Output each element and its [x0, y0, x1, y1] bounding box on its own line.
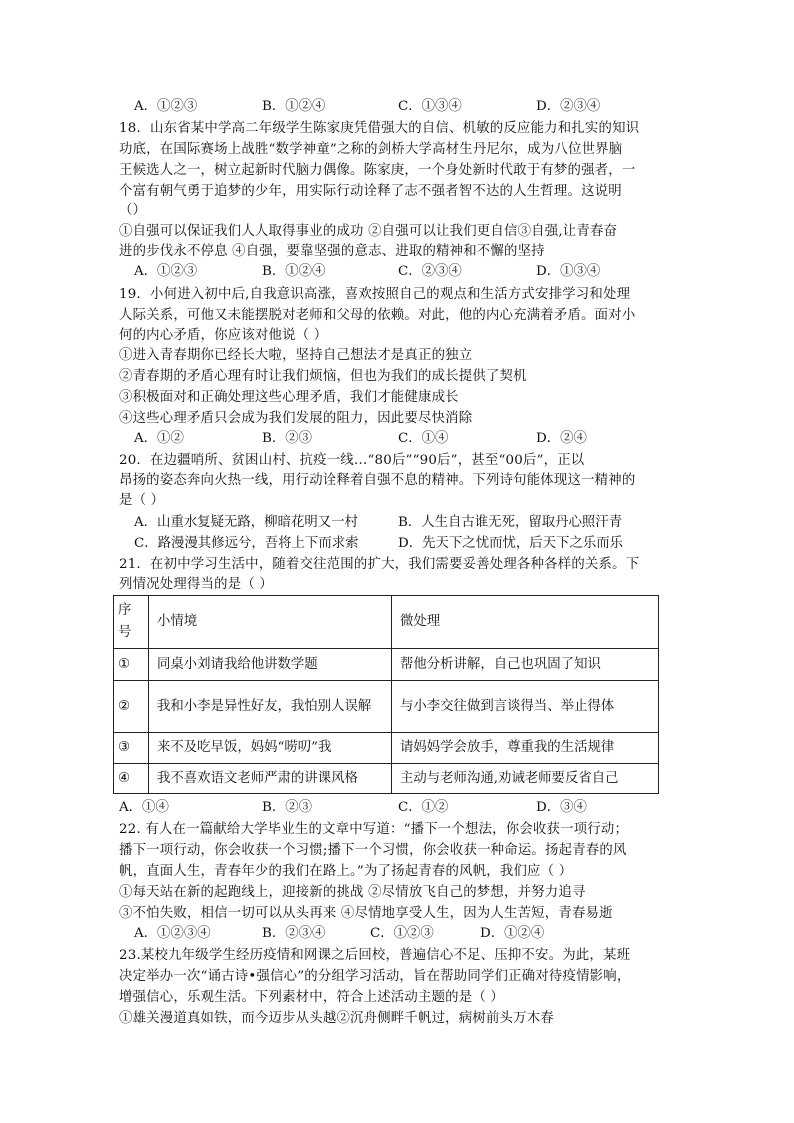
- q19-option-c[interactable]: C．①④: [398, 431, 449, 446]
- q23-stem-line: 决定举办一次“诵古诗•强信心”的分组学习活动，旨在帮助同学们正确对待疫情影响，: [119, 969, 631, 984]
- q19-statement-line: ③积极面对和正确处理这些心理矛盾，我们才能健康成长: [119, 390, 459, 405]
- table-cell: 同桌小刘请我给他讲数学题: [149, 649, 392, 681]
- q22-stem-line: 播下一项行动，你会收获一个习惯;播下一个习惯，你会收获一种命运。扬起青春的风: [119, 843, 627, 858]
- table-row: [114, 681, 659, 733]
- q19-statement-line: ②青春期的矛盾心理有时让我们烦恼，但也为我们的成长提供了契机: [119, 369, 527, 384]
- q22-option-d[interactable]: D．①②④: [480, 926, 545, 941]
- q18-option-d[interactable]: D．①③④: [536, 264, 601, 279]
- table-cell: ③: [114, 733, 149, 764]
- q21-situation-table: [113, 595, 659, 794]
- table-cell: 请妈妈学会放手，尊重我的生活规律: [392, 733, 659, 764]
- table-row: [114, 764, 659, 794]
- q17-option-a[interactable]: A．①②③: [134, 99, 198, 114]
- q18-statement-line: 进的步伐永不停息 ④自强，要靠坚强的意志、进取的精神和不懈的坚持: [119, 244, 545, 259]
- q18-stem-line: 王候选人之一，树立起新时代脑力偶像。陈家庚，一个身处新时代敢于有梦的强者，一: [119, 163, 636, 178]
- q19-statement-line: ①进入青春期你已经长大啦，坚持自己想法才是真正的独立: [119, 348, 473, 363]
- q18-option-b[interactable]: B．①②④: [262, 264, 326, 279]
- q18-stem-line: 个富有朝气勇于追梦的少年，用实际行动诠释了志不强者智不达的人生哲理。这说明: [119, 184, 622, 199]
- q17-option-c[interactable]: C．①③④: [398, 99, 462, 114]
- q22-statement-line: ①每天站在新的起跑线上，迎接新的挑战 ②尽情放飞自己的梦想，并努力追寻: [119, 885, 586, 900]
- q23-statement-line: ①雄关漫道真如铁，而今迈步从头越②沉舟侧畔千帆过，病树前头万木春: [119, 1011, 554, 1026]
- q22-stem-line: 22. 有人在一篇献给大学毕业生的文章中写道：“播下一个想法，你会收获一项行动；: [119, 822, 629, 837]
- q19-stem-line: 人际关系，可他又未能摆脱对老师和父母的依赖。对此，他的内心充满着矛盾。面对小: [119, 308, 636, 323]
- table-cell: 与小李交往做到言谈得当、举止得体: [392, 681, 659, 733]
- q21-option-b[interactable]: B．②③: [262, 800, 313, 815]
- table-cell: 主动与老师沟通,劝诫老师要反省自己: [392, 764, 659, 794]
- q22-option-b[interactable]: B．②③④: [262, 926, 326, 941]
- q21-stem-line: 列情况处理得当的是（ ）: [119, 577, 273, 592]
- q21-option-c[interactable]: C．①②: [398, 800, 449, 815]
- q20-stem-line: 20．在边疆哨所、贫困山村、抗疫一线…“80后”“90后”，甚至“00后”，正以: [119, 453, 585, 468]
- table-cell: 来不及吃早饭，妈妈“唠叨”我: [149, 733, 392, 764]
- table-header-cell: 序号: [114, 596, 149, 649]
- q18-stem-line: 18．山东省某中学高二年级学生陈家庚凭借强大的自信、机敏的反应能力和扎实的知识: [119, 121, 640, 136]
- q18-answer-blank: （）: [119, 203, 147, 218]
- q22-stem-line: 帆，直面人生，青春年少的我们在路上。”为了扬起青春的风帆，我们应（ ）: [119, 864, 573, 879]
- q18-statement-line: ①自强可以保证我们人人取得事业的成功 ②自强可以让我们更自信③自强,让青春奋: [119, 224, 618, 239]
- q22-option-a[interactable]: A．①②③④: [134, 926, 211, 941]
- table-row: [114, 649, 659, 681]
- q19-statement-line: ④这些心理矛盾只会成为我们发展的阻力，因此要尽快消除: [119, 411, 473, 426]
- q19-stem-line: 何的内心矛盾，你应该对他说（ ）: [119, 328, 328, 343]
- q20-stem-line: 是（ ）: [119, 493, 165, 508]
- table-header-cell: 微处理: [392, 596, 659, 649]
- q18-option-a[interactable]: A．①②③: [134, 264, 198, 279]
- q17-option-b[interactable]: B．①②④: [262, 99, 326, 114]
- q20-option-b[interactable]: B．人生自古谁无死，留取丹心照汗青: [398, 515, 623, 530]
- q23-stem-line: 增强信心，乐观生活。下列素材中，符合上述活动主题的是（ ）: [119, 990, 504, 1005]
- q21-option-d[interactable]: D．③④: [536, 800, 587, 815]
- q20-option-d[interactable]: D．先天下之忧而忧，后天下之乐而乐: [398, 536, 623, 551]
- q20-option-c[interactable]: C．路漫漫其修远兮，吾将上下而求索: [134, 536, 359, 551]
- table-header-row: [114, 596, 659, 649]
- q18-option-c[interactable]: C．②③④: [398, 264, 462, 279]
- q19-option-b[interactable]: B．②③: [262, 431, 313, 446]
- q19-option-d[interactable]: D．②④: [536, 431, 587, 446]
- q21-stem-line: 21．在初中学习生活中，随着交往范围的扩大，我们需要妥善处理各种各样的关系。下: [119, 557, 640, 572]
- q20-stem-line: 昂扬的姿态奔向火热一线，用行动诠释着自强不息的精神。下列诗句能体现这一精神的: [119, 473, 636, 488]
- table-cell: 我不喜欢语文老师严肃的讲课风格: [149, 764, 392, 794]
- table-cell: 我和小李是异性好友，我怕别人误解: [149, 681, 392, 733]
- q22-statement-line: ③不怕失败，相信一切可以从头再来 ④尽情地享受人生，因为人生苦短，青春易逝: [119, 906, 613, 921]
- q20-option-a[interactable]: A．山重水复疑无路，柳暗花明又一村: [134, 515, 358, 530]
- table-cell: ①: [114, 649, 149, 681]
- q18-stem-line: 功底，在国际赛场上战胜“数学神童”之称的剑桥大学高材生丹尼尔，成为八位世界脑: [119, 142, 623, 157]
- table-cell: ②: [114, 681, 149, 733]
- q17-option-d[interactable]: D．②③④: [536, 99, 601, 114]
- table-cell: 帮他分析讲解，自己也巩固了知识: [392, 649, 659, 681]
- q22-option-c[interactable]: C．①②③: [370, 926, 434, 941]
- q21-option-a[interactable]: A．①④: [119, 800, 169, 815]
- q23-stem-line: 23.某校九年级学生经历疫情和网课之后回校，普遍信心不足、压抑不安。为此，某班: [119, 948, 631, 963]
- q19-option-a[interactable]: A．①②: [134, 431, 184, 446]
- table-header-cell: 小情境: [149, 596, 392, 649]
- table-cell: ④: [114, 764, 149, 794]
- q19-stem-line: 19．小何进入初中后,自我意识高涨，喜欢按照自己的观点和生活方式安排学习和处理: [119, 287, 631, 302]
- table-row: [114, 733, 659, 764]
